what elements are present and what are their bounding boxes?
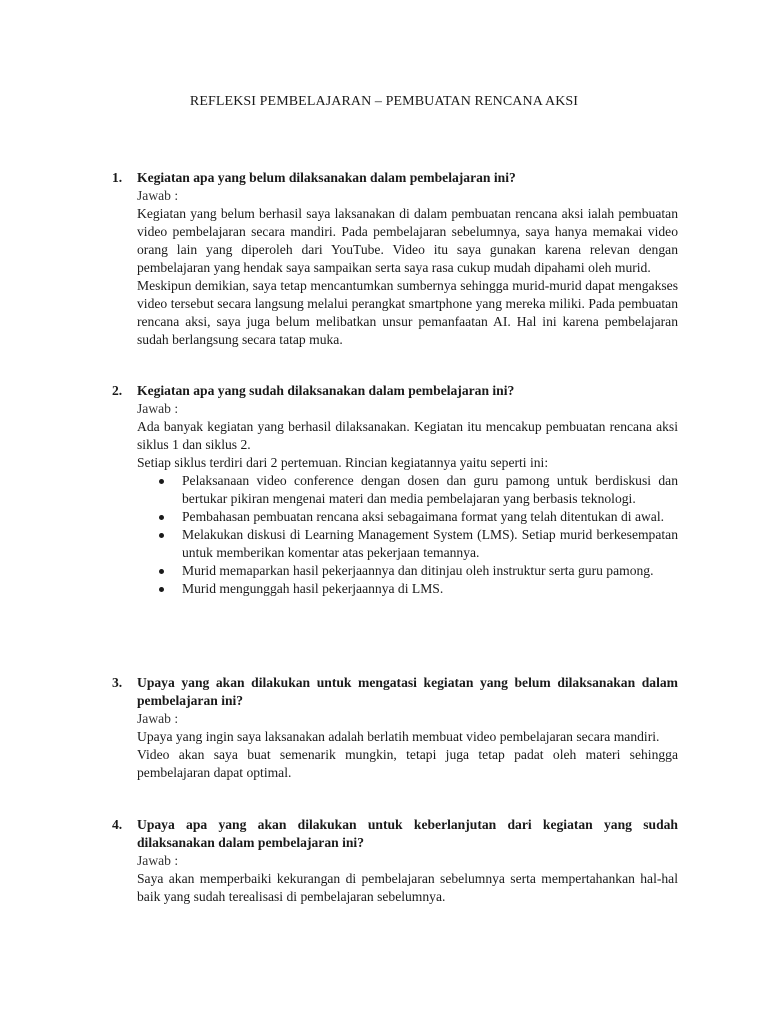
list-item xyxy=(137,472,678,508)
answer-body xyxy=(137,852,678,906)
answer-paragraph: Kegiatan yang belum berhasil saya laksanakan di dalam pembuatan rencana aksi ialah pembuatan video pembelajaran secara mandiri. Pada pembelajaran sebelumnya, saya hanya memakai video orang lain yang diperoleh dari YouTube. Video itu saya gunakan karena relevan dengan pembelajaran yang hendak saya sampaikan serta saya rasa cukup mudah dipahami oleh murid. xyxy=(137,206,678,275)
activity-list xyxy=(137,472,678,598)
list-item xyxy=(137,526,678,562)
answer-label: Jawab : xyxy=(137,188,179,203)
list-item-text: Pembahasan pembuatan rencana aksi sebagaimana format yang telah ditentukan di awal. xyxy=(182,509,665,524)
question-number: 2. xyxy=(112,383,123,398)
question-number: 3. xyxy=(112,675,123,690)
list-item xyxy=(137,562,678,580)
bullet-icon xyxy=(159,479,164,484)
answer-paragraph: Meskipun demikian, saya tetap mencantumkan sumbernya sehingga murid-murid dapat mengakses video tersebut secara langsung melalui perangkat smartphone yang mereka miliki. Pada pembuatan rencana aksi, saya juga belum melibatkan unsur pemanfaatan AI. Hal ini karena pembelajaran sudah berlangsung secara tatap muka. xyxy=(137,278,678,347)
question-1 xyxy=(112,169,678,349)
question-number: 1. xyxy=(112,170,123,185)
answer-paragraph: Saya akan memperbaiki kekurangan di pembelajaran sebelumnya serta mempertahankan hal-hal baik yang sudah terealisasi di pembelajaran sebelumnya. xyxy=(137,871,678,904)
list-item-text: Murid mengunggah hasil pekerjaannya di LMS. xyxy=(182,581,444,596)
question-text: Upaya yang akan dilakukan untuk mengatasi kegiatan yang belum dilaksanakan dalam pembelajaran ini? xyxy=(137,675,678,708)
question-4 xyxy=(112,816,678,906)
document-title: REFLEKSI PEMBELAJARAN – PEMBUATAN RENCANA AKSI xyxy=(189,94,579,109)
bullet-icon xyxy=(159,515,164,520)
list-item xyxy=(137,508,678,526)
list-item-text: Pelaksanaan video conference dengan dosen dan guru pamong untuk berdiskusi dan bertukar pikiran mengenai materi dan media pembelajaran yang berbasis teknologi. xyxy=(182,473,678,506)
question-text: Upaya apa yang akan dilakukan untuk keberlanjutan dari kegiatan yang sudah dilaksanakan dalam pembelajaran ini? xyxy=(137,817,678,850)
answer-paragraph: Upaya yang ingin saya laksanakan adalah berlatih membuat video pembelajaran secara mandiri. xyxy=(137,729,660,744)
answer-paragraph: Ada banyak kegiatan yang berhasil dilaksanakan. Kegiatan itu mencakup pembuatan rencana aksi siklus 1 dan siklus 2. xyxy=(137,419,678,452)
answer-paragraph: Setiap siklus terdiri dari 2 pertemuan. Rincian kegiatannya yaitu seperti ini: xyxy=(137,455,549,470)
answer-body xyxy=(137,400,678,598)
bullet-icon xyxy=(159,587,164,592)
answer-label: Jawab : xyxy=(137,711,179,726)
list-item xyxy=(137,580,678,598)
bullet-icon xyxy=(159,569,164,574)
answer-paragraph: Video akan saya buat semenarik mungkin, tetapi juga tetap padat oleh materi sehingga pembelajaran dapat optimal. xyxy=(137,747,678,780)
question-2 xyxy=(112,382,678,598)
question-number: 4. xyxy=(112,817,123,832)
question-3 xyxy=(112,674,678,782)
question-text: Kegiatan apa yang sudah dilaksanakan dalam pembelajaran ini? xyxy=(137,383,515,398)
question-text: Kegiatan apa yang belum dilaksanakan dalam pembelajaran ini? xyxy=(137,170,516,185)
bullet-icon xyxy=(159,533,164,538)
list-item-text: Murid memaparkan hasil pekerjaannya dan ditinjau oleh instruktur serta guru pamong. xyxy=(182,563,654,578)
answer-body xyxy=(137,710,678,782)
answer-label: Jawab : xyxy=(137,401,179,416)
answer-label: Jawab : xyxy=(137,853,179,868)
list-item-text: Melakukan diskusi di Learning Management System (LMS). Setiap murid berkesempatan untuk memberikan komentar atas pekerjaan temannya. xyxy=(182,527,678,560)
answer-body xyxy=(137,187,678,349)
